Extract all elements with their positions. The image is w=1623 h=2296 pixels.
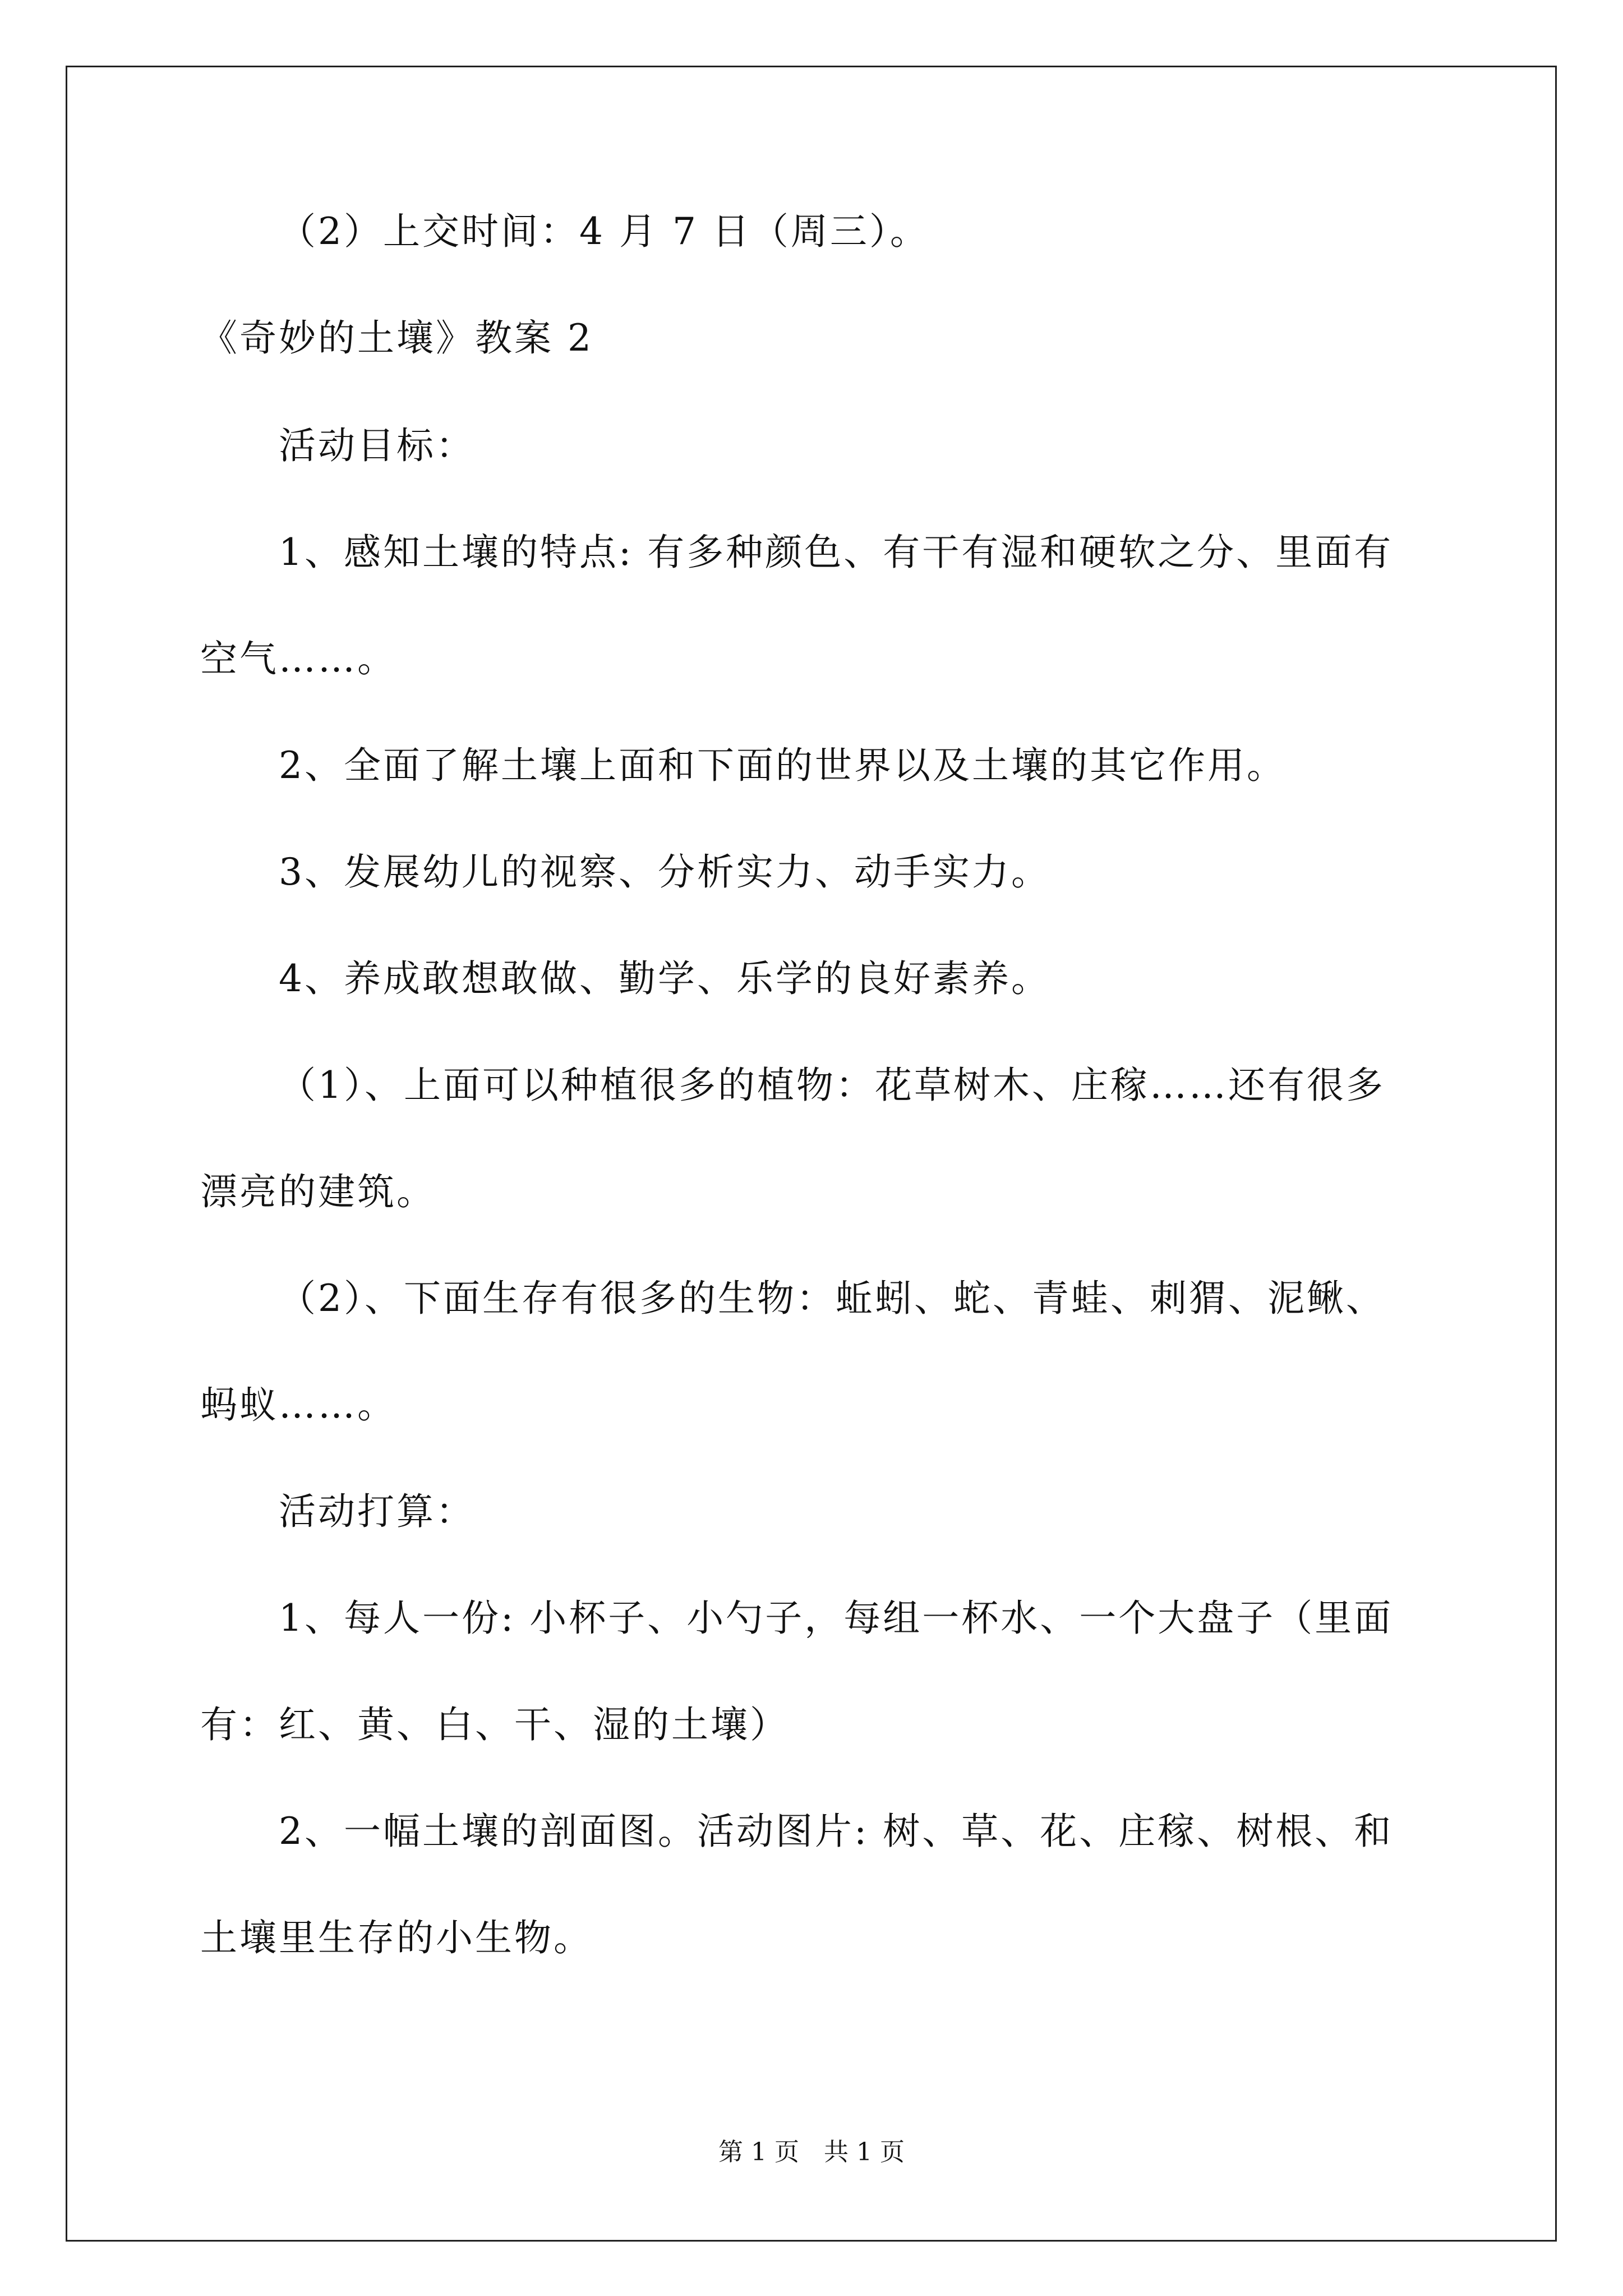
text-line: 活动目标： [279, 424, 475, 467]
text-line: 1、感知土壤的特点: 有多种颜色、有干有湿和硬软之分、里面有 [279, 531, 1394, 574]
text-line: （2）上交时间：4 月 7 日（周三）。 [279, 210, 929, 253]
text-line: 3、发展幼儿的视察、分析实力、动手实力。 [279, 850, 1050, 894]
text-line: 4、养成敢想敢做、勤学、乐学的良好素养。 [279, 957, 1050, 1000]
text-line: 1、每人一份: 小杯子、小勺子，每组一杯水、一个大盘子（里面 [279, 1596, 1394, 1640]
text-line: （2）、下面生存有很多的生物：蚯蚓、蛇、青蛙、刺猬、泥鳅、 [279, 1277, 1385, 1320]
text-line: 活动打算： [279, 1490, 475, 1533]
text-line: 有：红、黄、白、干、湿的土壤） [200, 1703, 789, 1746]
page-frame [66, 66, 1557, 2242]
text-line: 土壤里生存的小生物。 [200, 1916, 593, 1959]
text-line: 2、全面了解土壤上面和下面的世界以及土壤的其它作用。 [279, 744, 1286, 787]
page-number-footer: 第 1 页 共 1 页 [718, 2138, 905, 2166]
text-line: （1）、上面可以种植很多的植物：花草树木、庄稼……还有很多 [279, 1064, 1385, 1107]
section-title: 《奇妙的土壤》教案 2 [200, 316, 593, 360]
text-line: 2、一幅土壤的剖面图。活动图片: 树、草、花、庄稼、树根、和 [279, 1810, 1394, 1853]
text-line: 漂亮的建筑。 [200, 1170, 436, 1213]
text-line: 蚂蚁……。 [200, 1383, 396, 1427]
text-line: 空气……。 [200, 637, 396, 680]
